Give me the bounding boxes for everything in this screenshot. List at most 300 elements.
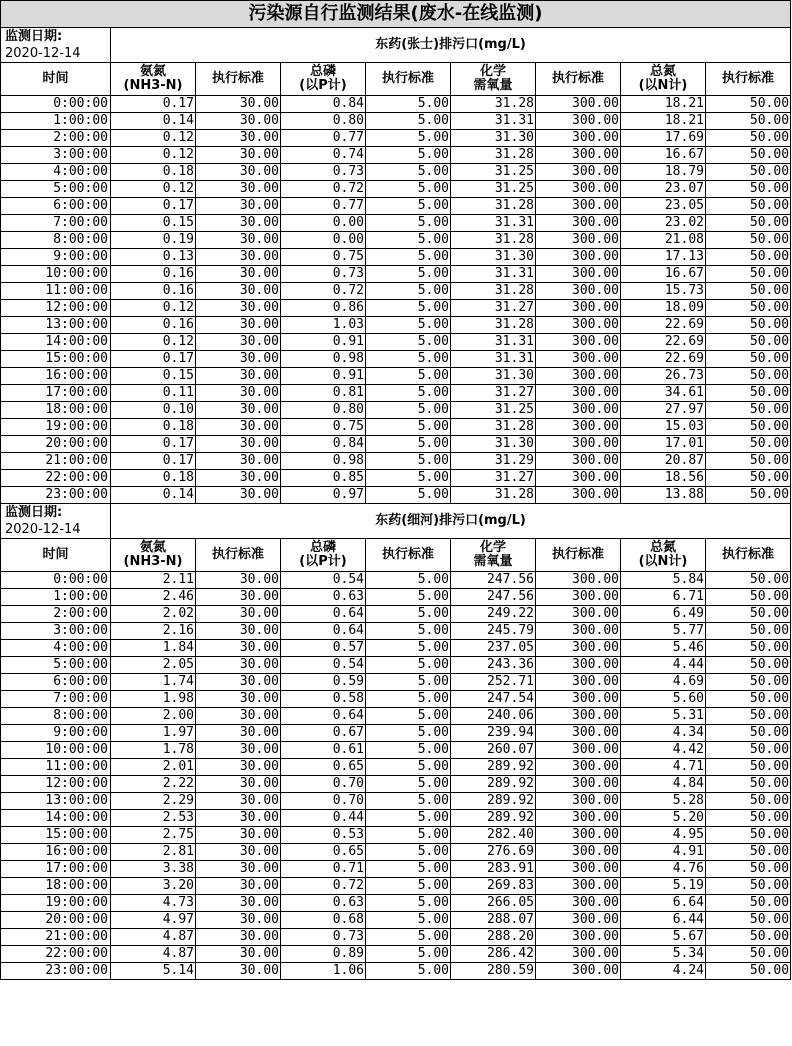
time-cell: 21:00:00: [1, 453, 111, 470]
value-cell: 300.00: [536, 844, 621, 861]
value-cell: 31.28: [451, 487, 536, 504]
value-cell: 0.17: [111, 351, 196, 368]
value-cell: 300.00: [536, 895, 621, 912]
value-cell: 5.00: [366, 419, 451, 436]
value-cell: 31.25: [451, 164, 536, 181]
time-cell: 11:00:00: [1, 759, 111, 776]
value-cell: 31.29: [451, 453, 536, 470]
table-row: [1, 351, 791, 368]
value-cell: 50.00: [706, 861, 791, 878]
value-cell: 300.00: [536, 385, 621, 402]
header-standard: [536, 63, 621, 96]
value-cell: 252.71: [451, 674, 536, 691]
table-row: [1, 317, 791, 334]
value-cell: 13.88: [621, 487, 706, 504]
header-total-phosphorus: [281, 63, 366, 96]
table-row: [1, 674, 791, 691]
value-cell: 31.28: [451, 96, 536, 113]
outlet-name: 东药(张士)排污口(mg/L): [111, 28, 791, 63]
value-cell: 30.00: [196, 963, 281, 980]
title-row: [1, 1, 791, 28]
monitoring-date-value: 2020-12-14: [5, 46, 81, 61]
value-cell: 0.19: [111, 232, 196, 249]
value-cell: 0.18: [111, 470, 196, 487]
value-cell: 30.00: [196, 912, 281, 929]
header-standard: [536, 539, 621, 572]
value-cell: 0.10: [111, 402, 196, 419]
value-cell: 300.00: [536, 759, 621, 776]
value-cell: 4.24: [621, 963, 706, 980]
value-cell: 0.16: [111, 317, 196, 334]
value-cell: 4.71: [621, 759, 706, 776]
value-cell: 22.69: [621, 317, 706, 334]
value-cell: 30.00: [196, 147, 281, 164]
value-cell: 23.02: [621, 215, 706, 232]
value-cell: 50.00: [706, 470, 791, 487]
table-row: [1, 946, 791, 963]
table-row: [1, 623, 791, 640]
table-row: [1, 283, 791, 300]
value-cell: 0.17: [111, 436, 196, 453]
value-cell: 0.14: [111, 113, 196, 130]
value-cell: 300.00: [536, 674, 621, 691]
header-standard-text: 执行标准: [211, 71, 264, 86]
value-cell: 30.00: [196, 402, 281, 419]
value-cell: 300.00: [536, 453, 621, 470]
header-ammonia: [111, 539, 196, 572]
value-cell: 26.73: [621, 368, 706, 385]
value-cell: 30.00: [196, 810, 281, 827]
value-cell: 5.00: [366, 164, 451, 181]
time-cell: 12:00:00: [1, 300, 111, 317]
header-standard-text: 执行标准: [381, 71, 434, 86]
value-cell: 50.00: [706, 453, 791, 470]
value-cell: 0.16: [111, 266, 196, 283]
table-row: [1, 368, 791, 385]
table-row: [1, 164, 791, 181]
header-ammonia-text: 氨氮: [139, 540, 166, 555]
table-row: [1, 929, 791, 946]
time-cell: 11:00:00: [1, 283, 111, 300]
header-standard: [196, 63, 281, 96]
value-cell: 31.27: [451, 385, 536, 402]
value-cell: 289.92: [451, 759, 536, 776]
value-cell: 2.29: [111, 793, 196, 810]
value-cell: 30.00: [196, 691, 281, 708]
time-cell: 20:00:00: [1, 912, 111, 929]
time-cell: 22:00:00: [1, 470, 111, 487]
value-cell: 300.00: [536, 164, 621, 181]
value-cell: 30.00: [196, 181, 281, 198]
value-cell: 50.00: [706, 912, 791, 929]
time-cell: 6:00:00: [1, 198, 111, 215]
value-cell: 0.77: [281, 198, 366, 215]
value-cell: 5.00: [366, 759, 451, 776]
value-cell: 50.00: [706, 385, 791, 402]
value-cell: 30.00: [196, 623, 281, 640]
table-row: [1, 844, 791, 861]
value-cell: 50.00: [706, 674, 791, 691]
value-cell: 5.00: [366, 283, 451, 300]
value-cell: 30.00: [196, 674, 281, 691]
time-cell: 2:00:00: [1, 606, 111, 623]
value-cell: 50.00: [706, 487, 791, 504]
value-cell: 6.49: [621, 606, 706, 623]
header-cod-text: 化学: [479, 540, 506, 555]
value-cell: 5.00: [366, 793, 451, 810]
value-cell: 30.00: [196, 266, 281, 283]
value-cell: 30.00: [196, 487, 281, 504]
value-cell: 0.77: [281, 130, 366, 147]
header-standard: [366, 539, 451, 572]
monitoring-date: [1, 504, 111, 539]
value-cell: 5.00: [366, 946, 451, 963]
value-cell: 5.19: [621, 878, 706, 895]
table-row: [1, 147, 791, 164]
time-cell: 8:00:00: [1, 232, 111, 249]
value-cell: 30.00: [196, 419, 281, 436]
time-cell: 18:00:00: [1, 402, 111, 419]
value-cell: 0.14: [111, 487, 196, 504]
value-cell: 50.00: [706, 147, 791, 164]
value-cell: 5.00: [366, 589, 451, 606]
value-cell: 300.00: [536, 402, 621, 419]
value-cell: 5.00: [366, 436, 451, 453]
value-cell: 5.00: [366, 130, 451, 147]
value-cell: 50.00: [706, 215, 791, 232]
value-cell: 50.00: [706, 776, 791, 793]
monitoring-date-label: 监测日期:: [5, 29, 63, 44]
value-cell: 300.00: [536, 487, 621, 504]
value-cell: 31.25: [451, 181, 536, 198]
value-cell: 2.01: [111, 759, 196, 776]
value-cell: 5.00: [366, 385, 451, 402]
time-cell: 1:00:00: [1, 589, 111, 606]
value-cell: 0.97: [281, 487, 366, 504]
value-cell: 5.00: [366, 810, 451, 827]
time-cell: 19:00:00: [1, 419, 111, 436]
value-cell: 30.00: [196, 759, 281, 776]
table-row: [1, 572, 791, 589]
value-cell: 50.00: [706, 181, 791, 198]
value-cell: 30.00: [196, 385, 281, 402]
value-cell: 0.59: [281, 674, 366, 691]
value-cell: 300.00: [536, 351, 621, 368]
time-cell: 0:00:00: [1, 96, 111, 113]
value-cell: 30.00: [196, 334, 281, 351]
time-cell: 9:00:00: [1, 249, 111, 266]
value-cell: 31.31: [451, 215, 536, 232]
value-cell: 50.00: [706, 198, 791, 215]
value-cell: 5.00: [366, 742, 451, 759]
time-cell: 10:00:00: [1, 742, 111, 759]
value-cell: 0.64: [281, 708, 366, 725]
time-cell: 13:00:00: [1, 793, 111, 810]
value-cell: 50.00: [706, 96, 791, 113]
value-cell: 2.46: [111, 589, 196, 606]
value-cell: 31.31: [451, 113, 536, 130]
value-cell: 5.67: [621, 929, 706, 946]
header-standard-text: 执行标准: [211, 547, 264, 562]
value-cell: 50.00: [706, 589, 791, 606]
value-cell: 50.00: [706, 742, 791, 759]
value-cell: 300.00: [536, 861, 621, 878]
header-standard: [366, 63, 451, 96]
value-cell: 300.00: [536, 436, 621, 453]
value-cell: 30.00: [196, 725, 281, 742]
value-cell: 31.31: [451, 266, 536, 283]
value-cell: 0.86: [281, 300, 366, 317]
value-cell: 300.00: [536, 929, 621, 946]
header-time-text: 时间: [42, 71, 69, 86]
table-row: [1, 334, 791, 351]
value-cell: 20.87: [621, 453, 706, 470]
table-row: [1, 810, 791, 827]
value-cell: 50.00: [706, 368, 791, 385]
value-cell: 0.70: [281, 793, 366, 810]
value-cell: 22.69: [621, 351, 706, 368]
value-cell: 30.00: [196, 861, 281, 878]
value-cell: 31.30: [451, 130, 536, 147]
value-cell: 30.00: [196, 742, 281, 759]
value-cell: 289.92: [451, 776, 536, 793]
value-cell: 300.00: [536, 300, 621, 317]
table-row: [1, 793, 791, 810]
value-cell: 249.22: [451, 606, 536, 623]
value-cell: 5.00: [366, 844, 451, 861]
value-cell: 300.00: [536, 147, 621, 164]
value-cell: 1.78: [111, 742, 196, 759]
value-cell: 300.00: [536, 283, 621, 300]
value-cell: 50.00: [706, 606, 791, 623]
value-cell: 300.00: [536, 215, 621, 232]
table-row: [1, 402, 791, 419]
value-cell: 5.00: [366, 776, 451, 793]
value-cell: 0.65: [281, 844, 366, 861]
value-cell: 1.98: [111, 691, 196, 708]
value-cell: 0.15: [111, 368, 196, 385]
value-cell: 5.00: [366, 470, 451, 487]
table-row: [1, 198, 791, 215]
section-info-row: [1, 28, 791, 63]
value-cell: 0.70: [281, 776, 366, 793]
time-cell: 15:00:00: [1, 351, 111, 368]
value-cell: 0.64: [281, 623, 366, 640]
header-standard: [706, 539, 791, 572]
time-cell: 12:00:00: [1, 776, 111, 793]
value-cell: 269.83: [451, 878, 536, 895]
value-cell: 5.00: [366, 878, 451, 895]
value-cell: 31.30: [451, 368, 536, 385]
table-row: [1, 963, 791, 980]
value-cell: 5.60: [621, 691, 706, 708]
value-cell: 17.13: [621, 249, 706, 266]
value-cell: 1.97: [111, 725, 196, 742]
time-cell: 21:00:00: [1, 929, 111, 946]
value-cell: 243.36: [451, 657, 536, 674]
value-cell: 5.00: [366, 147, 451, 164]
value-cell: 5.00: [366, 96, 451, 113]
table-row: [1, 266, 791, 283]
value-cell: 286.42: [451, 946, 536, 963]
value-cell: 0.54: [281, 572, 366, 589]
time-cell: 9:00:00: [1, 725, 111, 742]
time-cell: 5:00:00: [1, 181, 111, 198]
value-cell: 300.00: [536, 810, 621, 827]
value-cell: 30.00: [196, 453, 281, 470]
header-time-text: 时间: [42, 547, 69, 562]
value-cell: 6.44: [621, 912, 706, 929]
value-cell: 50.00: [706, 793, 791, 810]
value-cell: 4.91: [621, 844, 706, 861]
value-cell: 31.25: [451, 402, 536, 419]
value-cell: 300.00: [536, 776, 621, 793]
value-cell: 0.80: [281, 402, 366, 419]
value-cell: 50.00: [706, 708, 791, 725]
value-cell: 31.28: [451, 198, 536, 215]
value-cell: 22.69: [621, 334, 706, 351]
value-cell: 31.28: [451, 147, 536, 164]
header-cod: [451, 539, 536, 572]
value-cell: 5.00: [366, 300, 451, 317]
table-row: [1, 861, 791, 878]
header-cod: [451, 63, 536, 96]
value-cell: 247.54: [451, 691, 536, 708]
time-cell: 6:00:00: [1, 674, 111, 691]
value-cell: 16.67: [621, 147, 706, 164]
value-cell: 1.84: [111, 640, 196, 657]
table-row: [1, 912, 791, 929]
time-cell: 23:00:00: [1, 963, 111, 980]
header-total-phosphorus-text: (以P计): [299, 78, 347, 93]
value-cell: 23.07: [621, 181, 706, 198]
table-row: [1, 895, 791, 912]
value-cell: 30.00: [196, 164, 281, 181]
value-cell: 50.00: [706, 283, 791, 300]
value-cell: 50.00: [706, 130, 791, 147]
value-cell: 0.89: [281, 946, 366, 963]
monitoring-date-value: 2020-12-14: [5, 522, 81, 537]
header-time: [1, 63, 111, 96]
table-row: [1, 113, 791, 130]
column-header-row: [1, 539, 791, 572]
time-cell: 4:00:00: [1, 164, 111, 181]
report-title: 污染源自行监测结果(废水-在线监测): [1, 1, 791, 28]
value-cell: 266.05: [451, 895, 536, 912]
value-cell: 4.84: [621, 776, 706, 793]
value-cell: 300.00: [536, 946, 621, 963]
value-cell: 2.75: [111, 827, 196, 844]
value-cell: 2.22: [111, 776, 196, 793]
value-cell: 0.15: [111, 215, 196, 232]
value-cell: 5.00: [366, 266, 451, 283]
time-cell: 2:00:00: [1, 130, 111, 147]
value-cell: 0.13: [111, 249, 196, 266]
value-cell: 31.28: [451, 317, 536, 334]
value-cell: 289.92: [451, 810, 536, 827]
time-cell: 15:00:00: [1, 827, 111, 844]
value-cell: 260.07: [451, 742, 536, 759]
time-cell: 4:00:00: [1, 640, 111, 657]
value-cell: 50.00: [706, 691, 791, 708]
table-row: [1, 385, 791, 402]
time-cell: 10:00:00: [1, 266, 111, 283]
value-cell: 300.00: [536, 793, 621, 810]
value-cell: 0.53: [281, 827, 366, 844]
value-cell: 30.00: [196, 283, 281, 300]
value-cell: 17.69: [621, 130, 706, 147]
value-cell: 0.12: [111, 147, 196, 164]
value-cell: 50.00: [706, 640, 791, 657]
value-cell: 300.00: [536, 130, 621, 147]
value-cell: 5.00: [366, 232, 451, 249]
value-cell: 15.03: [621, 419, 706, 436]
value-cell: 300.00: [536, 232, 621, 249]
value-cell: 50.00: [706, 317, 791, 334]
value-cell: 300.00: [536, 317, 621, 334]
value-cell: 5.00: [366, 827, 451, 844]
value-cell: 5.77: [621, 623, 706, 640]
value-cell: 2.02: [111, 606, 196, 623]
value-cell: 300.00: [536, 725, 621, 742]
value-cell: 240.06: [451, 708, 536, 725]
value-cell: 0.63: [281, 589, 366, 606]
value-cell: 5.34: [621, 946, 706, 963]
time-cell: 17:00:00: [1, 861, 111, 878]
value-cell: 50.00: [706, 164, 791, 181]
value-cell: 4.69: [621, 674, 706, 691]
header-standard: [706, 63, 791, 96]
table-row: [1, 640, 791, 657]
value-cell: 0.17: [111, 198, 196, 215]
header-standard: [196, 539, 281, 572]
value-cell: 0.16: [111, 283, 196, 300]
value-cell: 50.00: [706, 946, 791, 963]
value-cell: 0.73: [281, 929, 366, 946]
value-cell: 4.87: [111, 929, 196, 946]
value-cell: 50.00: [706, 895, 791, 912]
value-cell: 5.00: [366, 606, 451, 623]
value-cell: 0.64: [281, 606, 366, 623]
value-cell: 2.11: [111, 572, 196, 589]
value-cell: 1.74: [111, 674, 196, 691]
value-cell: 300.00: [536, 419, 621, 436]
value-cell: 5.00: [366, 861, 451, 878]
value-cell: 300.00: [536, 572, 621, 589]
value-cell: 4.76: [621, 861, 706, 878]
time-cell: 0:00:00: [1, 572, 111, 589]
value-cell: 31.30: [451, 249, 536, 266]
value-cell: 5.84: [621, 572, 706, 589]
value-cell: 0.85: [281, 470, 366, 487]
time-cell: 3:00:00: [1, 147, 111, 164]
table-row: [1, 453, 791, 470]
value-cell: 50.00: [706, 232, 791, 249]
value-cell: 30.00: [196, 776, 281, 793]
monitoring-date: [1, 28, 111, 63]
value-cell: 4.42: [621, 742, 706, 759]
value-cell: 0.11: [111, 385, 196, 402]
time-cell: 3:00:00: [1, 623, 111, 640]
table-row: [1, 657, 791, 674]
value-cell: 0.80: [281, 113, 366, 130]
value-cell: 5.46: [621, 640, 706, 657]
table-row: [1, 232, 791, 249]
table-row: [1, 300, 791, 317]
value-cell: 31.28: [451, 283, 536, 300]
value-cell: 288.20: [451, 929, 536, 946]
value-cell: 237.05: [451, 640, 536, 657]
